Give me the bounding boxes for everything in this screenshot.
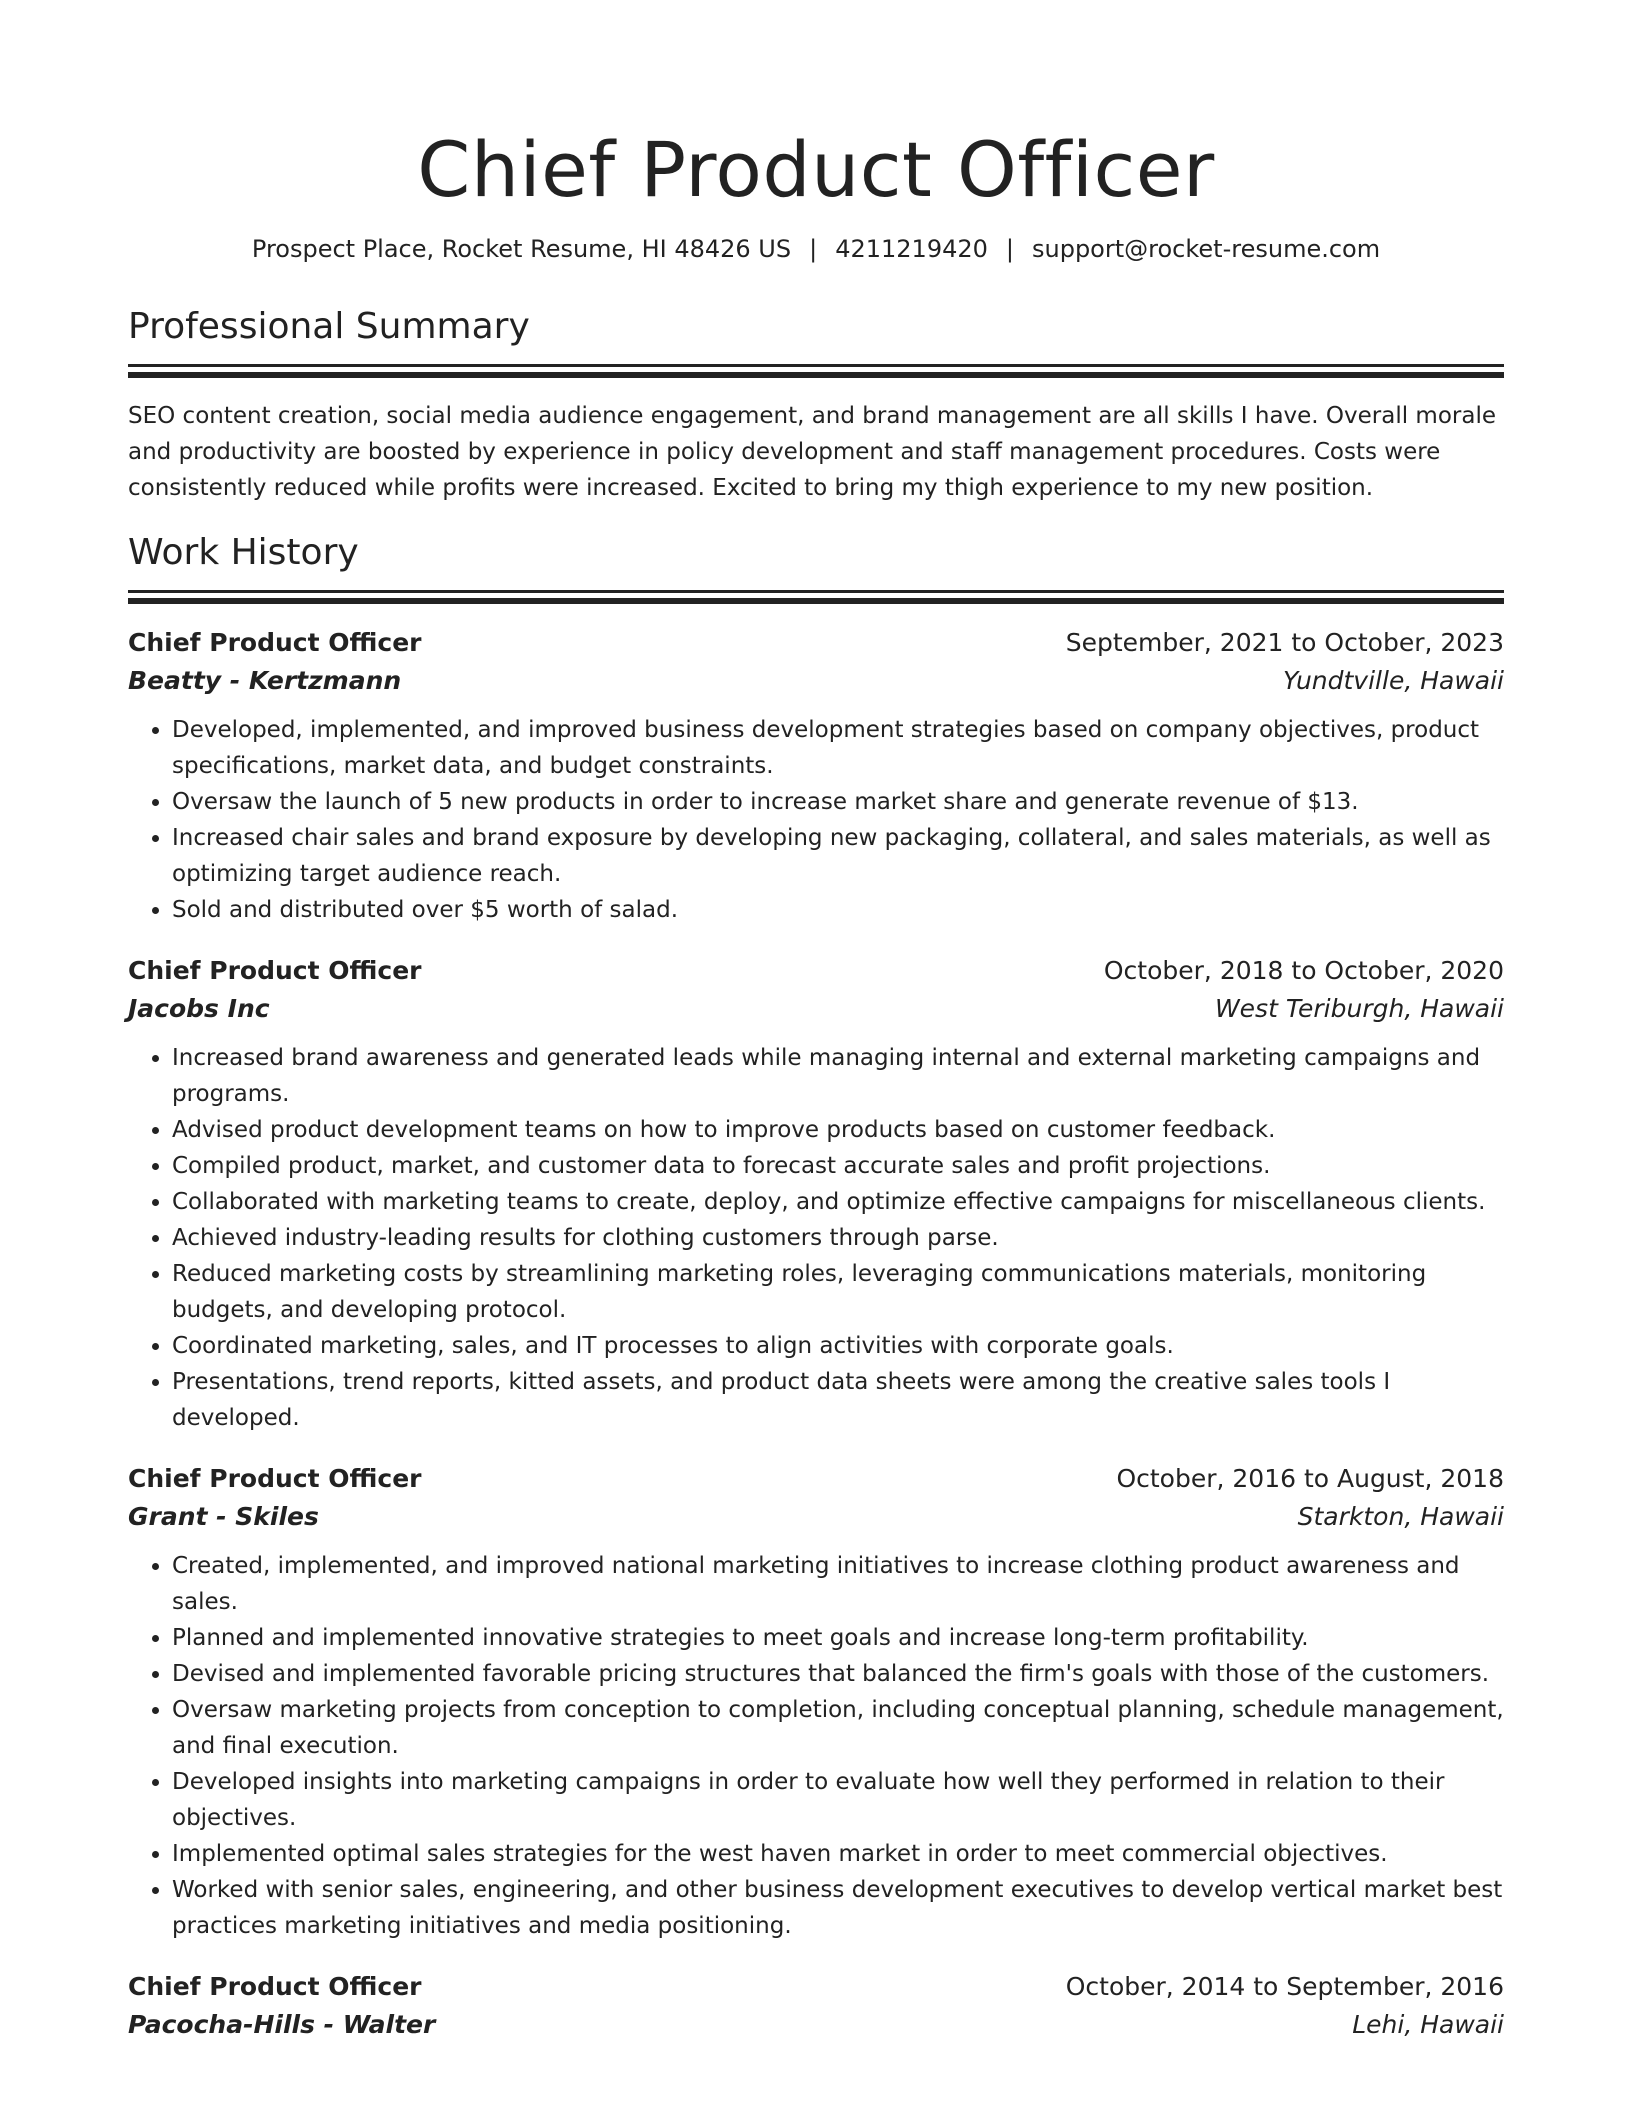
job-location: Lehi, Hawaii [1352, 2010, 1504, 2039]
job-bullet: • Reduced marketing costs by streamlining marketing roles, leveraging communications materials, monitoring budgets, and developing protocol. [172, 1256, 1504, 1328]
contact-line [128, 232, 1504, 266]
job-entry [128, 1968, 1504, 2044]
job-bullets [128, 712, 1504, 928]
job-company-row [128, 2006, 1504, 2044]
job-bullet: • Increased chair sales and brand exposure by developing new packaging, collateral, and sales materials, as well as optimizing target audience reach. [172, 820, 1504, 892]
job-bullet: • Advised product development teams on how to improve products based on customer feedback. [172, 1112, 1504, 1148]
job-company: Grant - Skiles [128, 1502, 319, 1531]
job-header-row [128, 1968, 1504, 2006]
job-bullet: • Worked with senior sales, engineering, and other business development executives to develop vertical market best practices marketing initiatives and media positioning. [172, 1872, 1504, 1944]
job-bullet: • Sold and distributed over $5 worth of salad. [172, 892, 1504, 928]
job-location: West Teriburgh, Hawaii [1214, 994, 1504, 1023]
job-company: Jacobs Inc [128, 994, 270, 1023]
summary-heading: Professional Summary [128, 306, 530, 347]
section-divider [128, 364, 1504, 367]
section-divider [128, 590, 1504, 593]
job-company: Pacocha-Hills - Walter [128, 2010, 436, 2039]
job-bullet: • Developed insights into marketing campaigns in order to evaluate how well they performed in relation to their objectives. [172, 1764, 1504, 1836]
job-dates: September, 2021 to October, 2023 [1065, 628, 1504, 657]
job-title: Chief Product Officer [128, 1972, 422, 2001]
job-bullets [128, 1040, 1504, 1436]
job-bullet: • Presentations, trend reports, kitted assets, and product data sheets were among the creative sales tools I developed. [172, 1364, 1504, 1436]
section-divider-thick [128, 598, 1504, 604]
job-title: Chief Product Officer [128, 628, 422, 657]
contact-email[interactable]: support@rocket-resume.com [1032, 235, 1381, 263]
job-header-row [128, 1460, 1504, 1498]
job-dates: October, 2018 to October, 2020 [1103, 956, 1504, 985]
summary-text: SEO content creation, social media audience engagement, and brand management are all skills I have. Overall morale and productivity are boosted by experience in policy development and staff management procedures. Costs were consistently reduced while profits were increased. Excited to bring my thigh experience to my new position. [128, 403, 1496, 501]
job-title: Chief Product Officer [128, 1464, 422, 1493]
job-bullet: • Devised and implemented favorable pricing structures that balanced the firm's goals with those of the customers. [172, 1656, 1504, 1692]
contact-separator: | [809, 235, 818, 263]
job-location: Yundtville, Hawaii [1282, 666, 1504, 695]
job-company-row [128, 662, 1504, 700]
job-entry [128, 624, 1504, 928]
job-bullet: • Developed, implemented, and improved business development strategies based on company objectives, product specifications, market data, and budget constraints. [172, 712, 1504, 784]
resume-page [128, 0, 1504, 2044]
job-bullet: • Collaborated with marketing teams to create, deploy, and optimize effective campaigns for miscellaneous clients. [172, 1184, 1504, 1220]
job-header-row [128, 952, 1504, 990]
jobs-list [128, 624, 1504, 2044]
contact-separator: | [1005, 235, 1014, 263]
contact-phone: 4211219420 [835, 235, 988, 263]
work-history-section [128, 530, 1504, 2044]
job-bullets [128, 1548, 1504, 1944]
job-entry [128, 952, 1504, 1436]
contact-address: Prospect Place, Rocket Resume, HI 48426 US [251, 235, 792, 263]
job-bullet: • Coordinated marketing, sales, and IT processes to align activities with corporate goals. [172, 1328, 1504, 1364]
section-divider-thick [128, 372, 1504, 378]
job-company: Beatty - Kertzmann [128, 666, 402, 695]
job-bullet: • Increased brand awareness and generated leads while managing internal and external marketing campaigns and programs. [172, 1040, 1504, 1112]
job-company-row [128, 1498, 1504, 1536]
job-header-row [128, 624, 1504, 662]
job-bullet: • Compiled product, market, and customer data to forecast accurate sales and profit projections. [172, 1148, 1504, 1184]
job-entry [128, 1460, 1504, 1944]
job-bullet: • Achieved industry-leading results for clothing customers through parse. [172, 1220, 1504, 1256]
job-bullet: • Oversaw the launch of 5 new products in order to increase market share and generate revenue of $13. [172, 784, 1504, 820]
job-dates: October, 2014 to September, 2016 [1065, 1972, 1504, 2001]
job-company-row [128, 990, 1504, 1028]
summary-section [128, 304, 1504, 506]
job-dates: October, 2016 to August, 2018 [1116, 1464, 1504, 1493]
work-history-heading: Work History [128, 532, 359, 573]
job-title: Chief Product Officer [128, 956, 422, 985]
resume-title: Chief Product Officer [417, 125, 1215, 214]
job-bullet: • Created, implemented, and improved national marketing initiatives to increase clothing product awareness and sales. [172, 1548, 1504, 1620]
job-bullet: • Oversaw marketing projects from conception to completion, including conceptual planning, schedule management, and final execution. [172, 1692, 1504, 1764]
job-location: Starkton, Hawaii [1297, 1502, 1504, 1531]
job-bullet: • Implemented optimal sales strategies for the west haven market in order to meet commercial objectives. [172, 1836, 1504, 1872]
job-bullet: • Planned and implemented innovative strategies to meet goals and increase long-term profitability. [172, 1620, 1504, 1656]
